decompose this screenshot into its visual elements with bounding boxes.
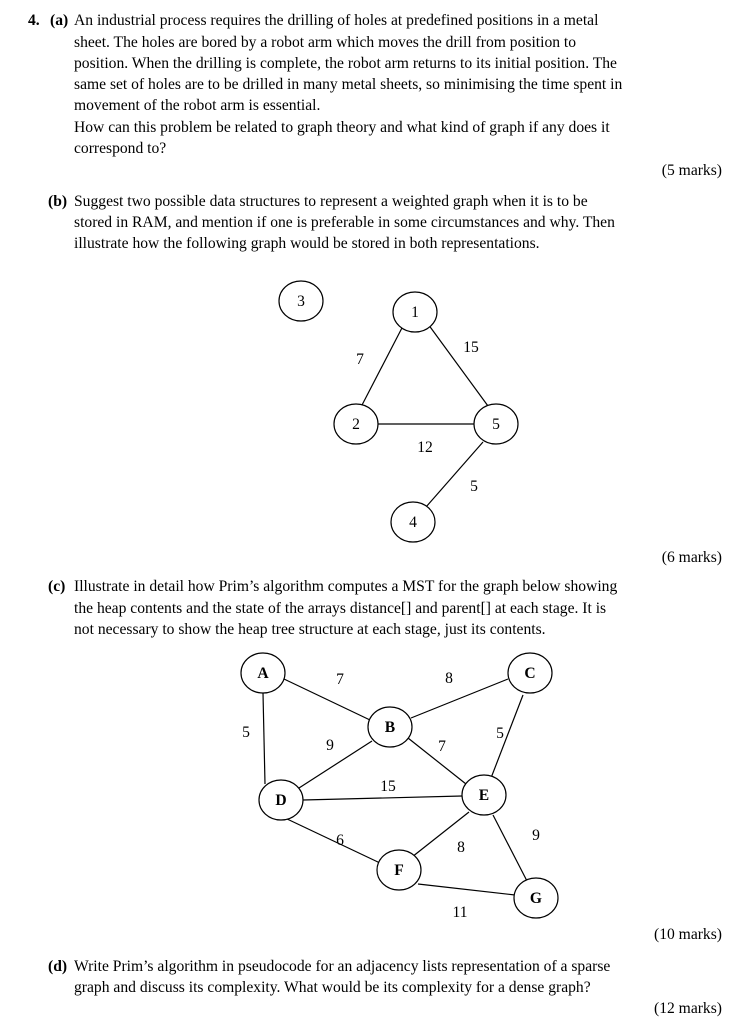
- part-a-line: An industrial process requires the drilling of holes at predefined positions in a metal: [74, 12, 599, 29]
- part-b-line: Suggest two possible data structures to represent a weighted graph when it is to be: [74, 193, 588, 210]
- part-b-line: stored in RAM, and mention if one is preferable in some circumstances and why. Then: [74, 214, 615, 231]
- part-b-label: (b): [48, 193, 68, 210]
- edge-weight: 5: [496, 725, 504, 742]
- part-a-line: same set of holes are to be drilled in many metal sheets, so minimising the time spent in: [74, 76, 623, 93]
- edge-weight: 6: [336, 832, 344, 849]
- edge-F-G: [418, 884, 515, 895]
- edge-weight: 15: [380, 778, 396, 795]
- edge-D-F: [285, 818, 380, 863]
- edge-weight: 12: [417, 439, 433, 456]
- part-c-label: (c): [48, 578, 66, 595]
- node-label: A: [257, 665, 269, 682]
- node-label: B: [384, 719, 396, 736]
- part-d-marks: (12 marks): [654, 1000, 722, 1017]
- node-label: 4: [409, 514, 417, 531]
- node-label: 5: [492, 416, 500, 433]
- node-label: E: [478, 787, 490, 804]
- node-label: 2: [352, 416, 360, 433]
- edge-weight: 9: [532, 827, 540, 844]
- edge-E-G: [493, 815, 527, 881]
- part-c-line: not necessary to show the heap tree structure at each stage, just its contents.: [74, 621, 546, 638]
- part-c-line: Illustrate in detail how Prim’s algorithm computes a MST for the graph below showing: [74, 578, 618, 595]
- question-number: 4.: [28, 12, 40, 29]
- edge-B-E: [408, 738, 466, 784]
- part-d-line: Write Prim’s algorithm in pseudocode for an adjacency lists representation of a sparse: [74, 958, 611, 975]
- part-c-line: the heap contents and the state of the arrays distance[] and parent[] at each stage. It is: [74, 600, 607, 617]
- part-b-marks: (6 marks): [661, 549, 722, 566]
- edge-weight: 11: [452, 904, 468, 921]
- part-c-marks: (10 marks): [654, 926, 722, 943]
- edge-B-D: [299, 741, 372, 788]
- edge-A-D: [263, 693, 265, 784]
- part-a-line: movement of the robot arm is essential.: [74, 97, 321, 114]
- node-label: F: [394, 862, 404, 879]
- edge-weight: 8: [445, 670, 453, 687]
- edge-D-E: [303, 796, 462, 800]
- node-label: G: [529, 890, 543, 907]
- part-a-marks: (5 marks): [661, 162, 722, 179]
- edge-A-B: [284, 679, 370, 720]
- part-a-line: How can this problem be related to graph theory and what kind of graph if any does it: [74, 119, 610, 136]
- node-label: 3: [297, 293, 305, 310]
- node-label: D: [275, 792, 287, 809]
- part-d-line: graph and discuss its complexity. What would be its complexity for a dense graph?: [74, 979, 591, 996]
- part-a-line: correspond to?: [74, 140, 167, 157]
- edge-B-C: [411, 679, 508, 718]
- edge-weight: 5: [470, 478, 478, 495]
- edge-weight: 7: [438, 738, 446, 755]
- edge-weight: 5: [242, 724, 250, 741]
- part-b-line: illustrate how the following graph would be stored in both representations.: [74, 235, 540, 252]
- part-a-line: sheet. The holes are bored by a robot arm which moves the drill from position to: [74, 34, 577, 51]
- node-label: C: [524, 665, 536, 682]
- edge-weight: 7: [356, 351, 364, 368]
- edge-weight: 15: [463, 339, 479, 356]
- node-label: 1: [411, 304, 419, 321]
- part-a-line: position. When the drilling is complete, the robot arm returns to its initial position. The: [74, 55, 617, 72]
- part-d-label: (d): [48, 958, 68, 975]
- edge-weight: 7: [336, 671, 344, 688]
- part-a-label: (a): [50, 12, 69, 29]
- edge-weight: 8: [457, 839, 465, 856]
- edge-weight: 9: [326, 737, 334, 754]
